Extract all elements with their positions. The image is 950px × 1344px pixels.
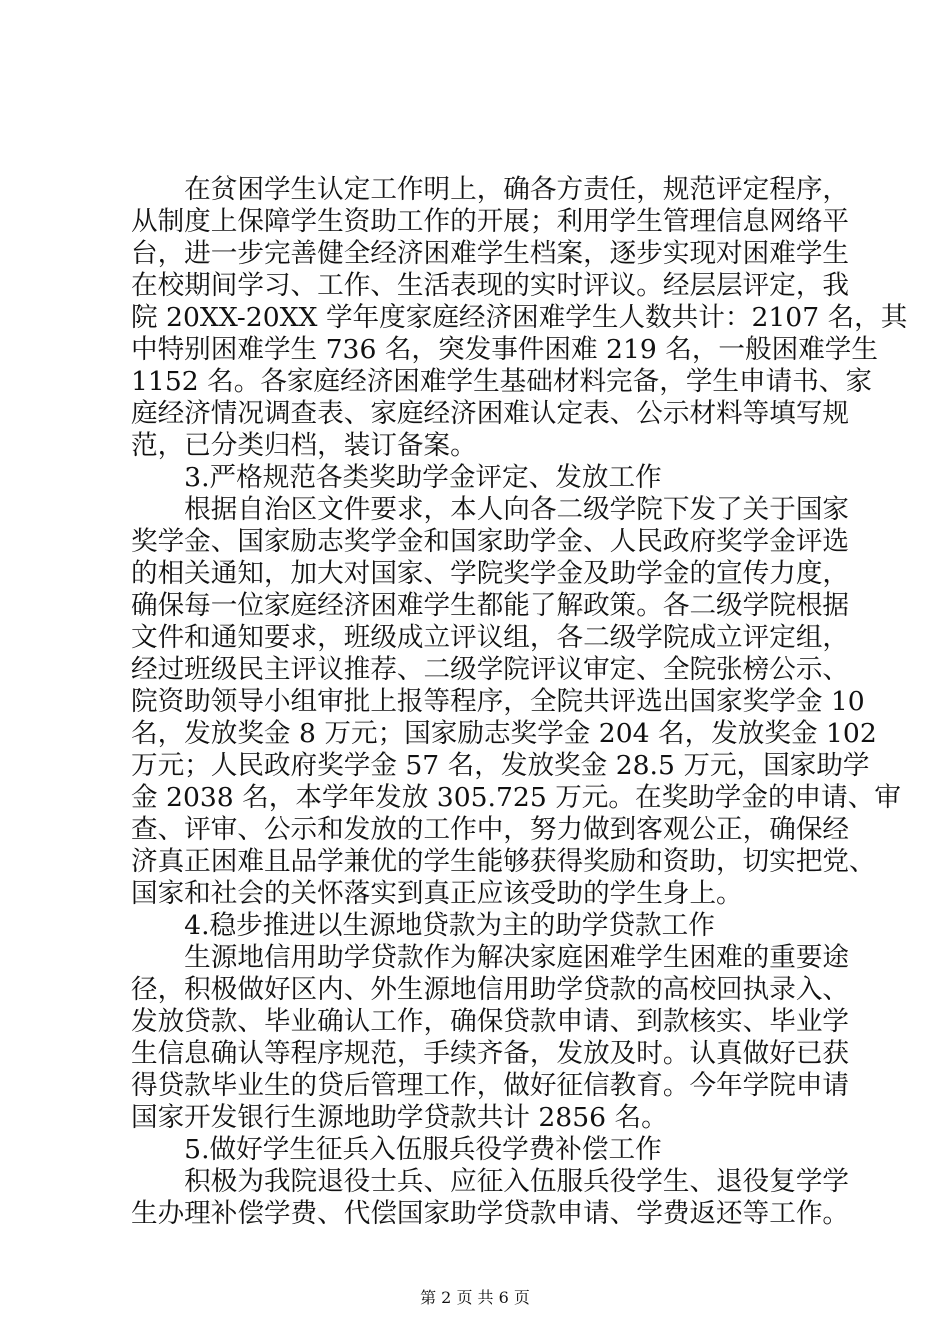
section-heading: 3.严格规范各类奖助学金评定、发放工作	[131, 462, 662, 493]
body-text-line: 发放贷款、毕业确认工作，确保贷款申请、到款核实、毕业学	[131, 1006, 850, 1037]
body-text-line: 径，积极做好区内、外生源地信用助学贷款的高校回执录入、	[131, 974, 850, 1005]
body-text-line: 在贫困学生认定工作明上，确各方责任，规范评定程序，	[131, 174, 850, 205]
section-heading: 4.稳步推进以生源地贷款为主的助学贷款工作	[131, 910, 715, 941]
body-text-line: 院 20XX-20XX 学年度家庭经济困难学生人数共计：2107 名，其	[131, 302, 908, 333]
body-text-line: 名，发放奖金 8 万元；国家励志奖学金 204 名，发放奖金 102	[131, 718, 877, 749]
body-text-line: 金 2038 名，本学年发放 305.725 万元。在奖助学金的申请、审	[131, 782, 901, 813]
body-text-line: 生源地信用助学贷款作为解决家庭困难学生困难的重要途	[131, 942, 850, 973]
body-text-line: 在校期间学习、工作、生活表现的实时评议。经层层评定，我	[131, 270, 850, 301]
body-text-line: 国家和社会的关怀落实到真正应该受助的学生身上。	[131, 878, 743, 909]
body-text-line: 1152 名。各家庭经济困难学生基础材料完备，学生申请书、家	[131, 366, 872, 397]
body-text-line: 万元；人民政府奖学金 57 名，发放奖金 28.5 万元，国家助学	[131, 750, 870, 781]
body-text-line: 中特别困难学生 736 名，突发事件困难 219 名，一般困难学生	[131, 334, 878, 365]
body-text-line: 范，已分类归档，装订备案。	[131, 430, 477, 461]
body-text-line: 查、评审、公示和发放的工作中，努力做到客观公正，确保经	[131, 814, 850, 845]
body-text-line: 台，进一步完善健全经济困难学生档案，逐步实现对困难学生	[131, 238, 850, 269]
body-text-line: 济真正困难且品学兼优的学生能够获得奖励和资助，切实把党、	[131, 846, 876, 877]
body-text-line: 确保每一位家庭经济困难学生都能了解政策。各二级学院根据	[131, 590, 850, 621]
body-text-line: 庭经济情况调查表、家庭经济困难认定表、公示材料等填写规	[131, 398, 850, 429]
body-text-line: 生信息确认等程序规范，手续齐备，发放及时。认真做好已获	[131, 1038, 850, 1069]
section-heading: 5.做好学生征兵入伍服兵役学费补偿工作	[131, 1134, 662, 1165]
page-number-footer: 第 2 页 共 6 页	[420, 1288, 530, 1307]
body-text-line: 经过班级民主评议推荐、二级学院评议审定、全院张榜公示、	[131, 654, 850, 685]
body-text-line: 的相关通知，加大对国家、学院奖学金及助学金的宣传力度，	[131, 558, 850, 589]
body-text-line: 根据自治区文件要求，本人向各二级学院下发了关于国家	[131, 494, 850, 525]
body-text-line: 国家开发银行生源地助学贷款共计 2856 名。	[131, 1102, 668, 1133]
body-text-line: 得贷款毕业生的贷后管理工作，做好征信教育。今年学院申请	[131, 1070, 850, 1101]
body-text-line: 积极为我院退役士兵、应征入伍服兵役学生、退役复学学	[131, 1166, 850, 1197]
body-text-line: 文件和通知要求，班级成立评议组，各二级学院成立评定组，	[131, 622, 850, 653]
body-text-line: 奖学金、国家励志奖学金和国家助学金、人民政府奖学金评选	[131, 526, 850, 557]
body-text-line: 从制度上保障学生资助工作的开展；利用学生管理信息网络平	[131, 206, 850, 237]
body-text-line: 生办理补偿学费、代偿国家助学贷款申请、学费返还等工作。	[131, 1198, 850, 1229]
body-text-line: 院资助领导小组审批上报等程序，全院共评选出国家奖学金 10	[131, 686, 865, 717]
